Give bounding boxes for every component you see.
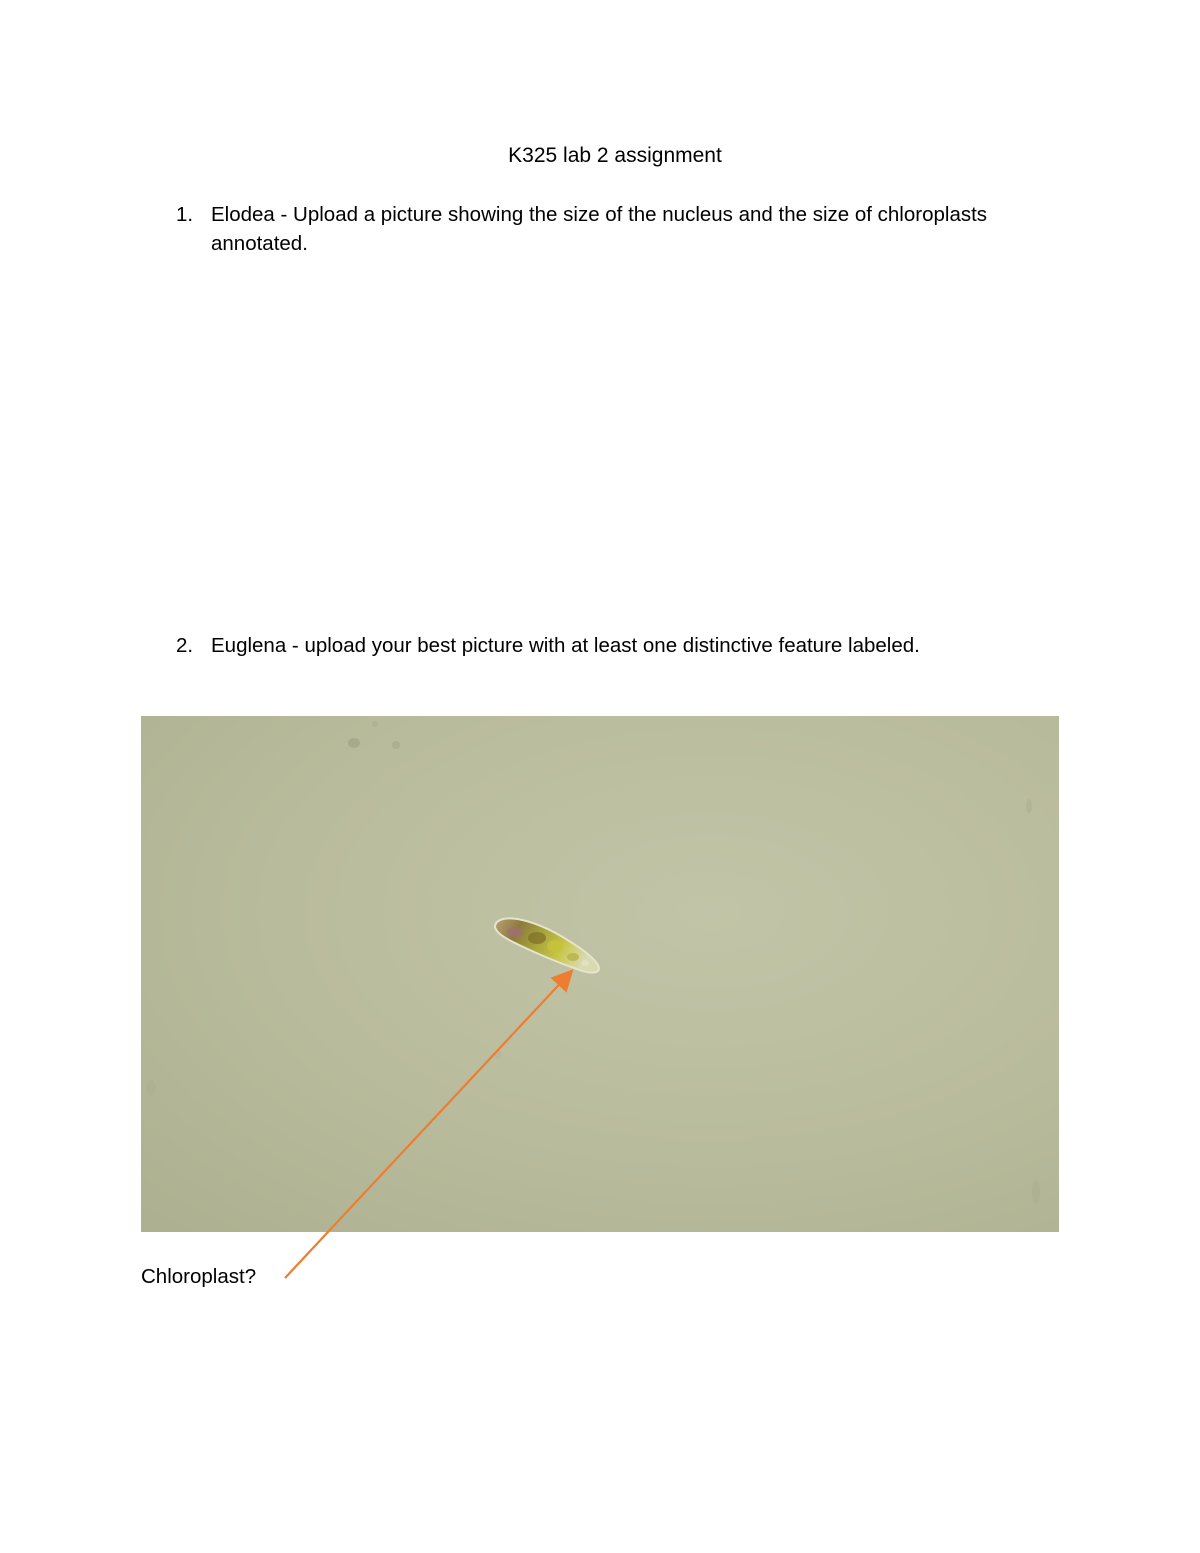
debris-speck — [146, 1080, 156, 1096]
debris-speck — [392, 741, 400, 749]
debris-speck — [348, 738, 360, 748]
debris-speck — [1032, 1180, 1040, 1204]
micrograph-image — [141, 716, 1059, 1232]
micrograph-background — [141, 716, 1059, 1232]
page-title: K325 lab 2 assignment — [508, 144, 722, 167]
chloroplast-annotation-label: Chloroplast? — [141, 1265, 257, 1288]
euglena-micrograph — [141, 716, 1059, 1232]
question-1-number: 1. — [176, 203, 194, 226]
question-1-text: Elodea - Upload a picture showing the size of the nucleus and the size of chloroplasts annotated. — [211, 203, 988, 255]
debris-speck — [1026, 799, 1032, 813]
question-1 — [176, 200, 1056, 260]
debris-speck — [372, 721, 378, 727]
question-2-number: 2. — [176, 634, 194, 657]
question-2-text: Euglena - upload your best picture with at least one distinctive feature labeled. — [211, 634, 920, 657]
debris-speck — [495, 1049, 501, 1059]
question-2 — [176, 631, 1056, 661]
